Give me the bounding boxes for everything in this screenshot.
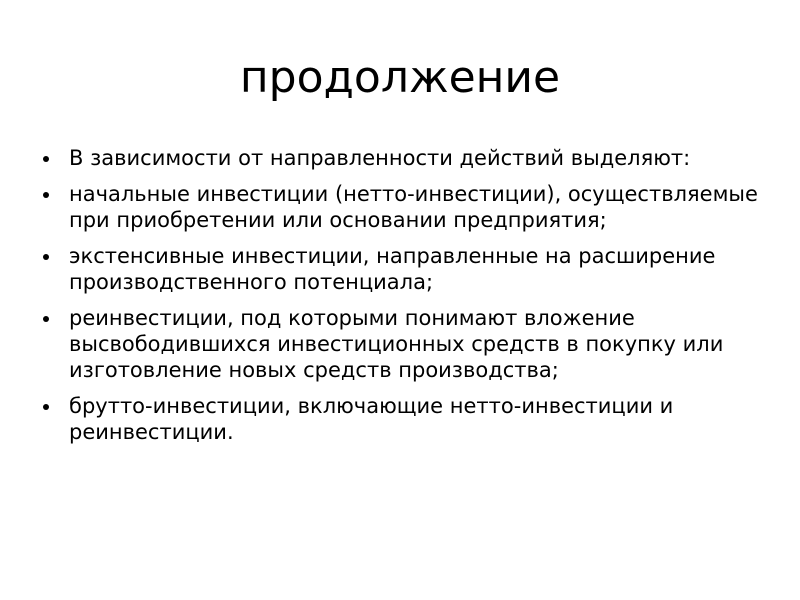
bullet-list	[40, 145, 760, 455]
bullet-dot-icon	[43, 254, 49, 260]
bullet-dot-icon	[43, 156, 49, 162]
slide-title: продолжение	[239, 52, 561, 103]
bullet-item	[40, 393, 760, 445]
bullet-text: реинвестиции, под которыми понимают вложение высвободившихся инвестиционных средств в покупку или изготовление новых средств производства;	[69, 306, 724, 382]
bullet-dot-icon	[43, 404, 49, 410]
bullet-item	[40, 305, 760, 383]
bullet-item	[40, 145, 760, 171]
bullet-text: В зависимости от направленности действий выделяют:	[69, 146, 691, 170]
bullet-text: экстенсивные инвестиции, направленные на расширение производственного потенциала;	[69, 244, 716, 294]
bullet-text: брутто-инвестиции, включающие нетто-инвестиции и реинвестиции.	[69, 394, 674, 444]
bullet-text: начальные инвестиции (нетто-инвестиции), осуществляемые при приобретении или основании предприятия;	[69, 182, 758, 232]
bullet-item	[40, 181, 760, 233]
bullet-dot-icon	[43, 192, 49, 198]
bullet-item	[40, 243, 760, 295]
bullet-dot-icon	[43, 316, 49, 322]
